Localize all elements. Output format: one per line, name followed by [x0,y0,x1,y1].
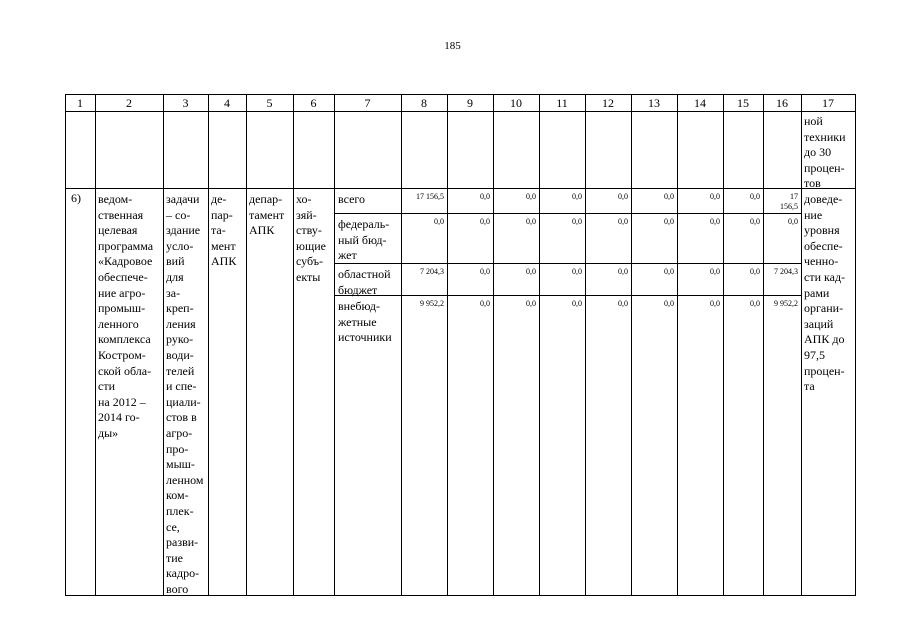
value-cell: 17 156,5 [416,192,444,201]
value-cell: 0,0 [572,299,582,308]
column-header: 1 [77,96,83,110]
column-header: 15 [737,96,749,110]
task-text: здание [166,223,201,238]
task-text: вого [166,582,189,596]
value-cell: 0,0 [750,192,760,201]
value-cell: 0,0 [710,192,720,201]
task-text: циали- [166,394,201,409]
task-text: води- [166,348,194,362]
column-header: 9 [467,96,473,110]
task-text: ленном [166,472,204,487]
participants-text: ству- [296,223,322,238]
target-text: сти кад- [804,270,846,284]
value-cell: 0,0 [618,192,628,201]
value-cell: 0,0 [664,217,674,226]
task-text: се, [166,519,180,534]
value-cell: 0,0 [572,192,582,201]
row-divider [65,188,856,189]
funding-source-label: областной [338,267,391,281]
column-border [631,94,632,596]
participants-text: зяй- [296,207,317,222]
funding-source-label: жет [338,248,357,263]
column-border [763,94,764,596]
value-cell: 0,0 [480,217,490,226]
column-border [401,94,402,596]
program-name-text: ды» [98,426,119,440]
column-border [163,94,164,596]
task-text: креп- [166,301,194,316]
value-cell: 0,0 [710,267,720,276]
value-cell: 0,0 [750,217,760,226]
value-cell: 0,0 [750,267,760,276]
value-cell: 0,0 [480,267,490,276]
funding-source-label: внебюд- [338,299,380,313]
value-cell: 0,0 [750,299,760,308]
column-border [293,94,294,596]
page-number: 185 [444,40,461,52]
column-header: 17 [822,96,834,110]
target-text: рами [804,285,830,300]
value-cell: 0,0 [618,267,628,276]
column-border [855,94,856,596]
task-text: для [166,270,184,284]
program-name-text: промыш- [98,301,146,316]
value-cell: 17 [790,192,798,201]
funding-source-label: источники [338,330,392,345]
task-text: мыш- [166,457,195,472]
participants-text: ющие [296,238,326,253]
program-name-text: программа [98,238,154,253]
sub-row-divider [334,295,802,296]
value-cell: 0,0 [664,299,674,308]
responsible-text: АПК [211,254,237,269]
value-cell: 156,5 [780,202,798,211]
col17-text: до 30 [804,145,832,159]
column-header: 5 [266,96,273,110]
program-name-text: ленного [98,316,139,331]
program-name-text: комплекса [98,332,151,347]
task-text: разви- [166,535,199,550]
column-border [539,94,540,596]
value-cell: 0,0 [618,217,628,226]
executor-text: АПК [249,223,275,238]
col17-text: ной [804,114,823,128]
value-cell: 0,0 [526,217,536,226]
task-text: за- [166,285,181,300]
value-cell: 9 952,2 [420,299,444,308]
col17-text: процен- [804,160,845,175]
column-header: 7 [364,96,371,110]
funding-source-label: федераль- [338,217,390,231]
task-text: ления [166,316,196,331]
program-name-text: на 2012 – [98,394,146,409]
column-border [801,94,802,596]
value-cell: 0,0 [572,267,582,276]
value-cell: 0,0 [480,299,490,308]
program-name-text: ние агро- [98,285,146,300]
task-text: агро- [166,426,193,440]
target-text: ние [804,207,823,222]
funding-source-label: бюджет [338,282,378,297]
column-header: 8 [421,96,427,110]
target-text: доведе- [804,192,843,206]
task-text: стов в [166,410,197,425]
value-cell: 0,0 [526,267,536,276]
task-text: и спе- [166,379,197,394]
value-cell: 0,0 [480,192,490,201]
program-name-text: целевая [98,223,138,238]
target-text: АПК до [804,332,845,347]
column-border [585,94,586,596]
executor-text: депар- [249,192,283,206]
responsible-text: мент [211,238,236,253]
column-header: 12 [602,96,614,110]
value-cell: 7 204,3 [420,267,444,276]
program-name-text: Костром- [98,348,146,362]
program-name-text: «Кадровое [98,254,153,269]
column-header: 2 [126,96,132,110]
column-border [493,94,494,596]
column-header: 11 [556,96,568,110]
participants-text: хо- [296,192,312,206]
program-name-text: сти [98,379,115,394]
target-text: процен- [804,363,845,378]
value-cell: 0,0 [710,217,720,226]
target-text: 97,5 [804,348,825,362]
target-text: заций [804,316,834,331]
target-text: уровня [804,223,840,238]
sub-row-divider [334,213,802,214]
task-text: усло- [166,238,194,253]
value-cell: 0,0 [572,217,582,226]
program-name-text: ственная [98,207,144,222]
task-text: вий [166,254,185,269]
column-border [208,94,209,596]
funding-source-label: ный бюд- [338,232,387,247]
responsible-text: де- [211,192,227,206]
target-text: органи- [804,301,844,316]
row-number: 6) [71,191,81,205]
col17-text: техники [804,129,846,144]
program-name-text: обеспече- [98,270,148,284]
column-border [447,94,448,596]
executor-text: тамент [249,207,285,222]
column-header: 14 [694,96,706,110]
target-text: ченно- [804,254,839,269]
column-header: 6 [310,96,317,110]
value-cell: 0,0 [526,192,536,201]
column-border [677,94,678,596]
column-border [334,94,335,596]
column-border [723,94,724,596]
target-text: та [804,379,815,394]
sub-row-divider [334,263,802,264]
responsible-text: пар- [211,207,233,222]
task-text: тие [166,550,183,565]
column-border [65,94,66,596]
participants-text: екты [296,270,321,284]
header-bottom-border [65,111,856,112]
value-cell: 0,0 [664,267,674,276]
value-cell: 0,0 [618,299,628,308]
program-name-text: ской обла- [98,363,152,378]
task-text: задачи [166,192,200,206]
value-cell: 0,0 [710,299,720,308]
task-text: руко- [166,332,194,347]
target-text: обеспе- [804,238,843,253]
responsible-text: та- [211,223,226,238]
value-cell: 0,0 [526,299,536,308]
task-text: про- [166,441,189,456]
participants-text: субъ- [296,254,324,269]
column-header: 3 [182,96,189,110]
column-border [246,94,247,596]
value-cell: 9 952,2 [774,299,798,308]
funding-source-label: жетные [338,314,377,329]
program-name-text: ведом- [98,192,133,206]
column-header: 13 [648,96,660,110]
value-cell: 0,0 [788,217,798,226]
column-header: 10 [510,96,522,110]
task-text: телей [166,363,195,378]
task-text: ком- [166,488,189,503]
task-text: – со- [166,207,191,222]
column-header: 4 [224,96,230,110]
program-name-text: 2014 го- [98,410,140,425]
task-text: кадро- [166,566,200,581]
column-border [95,94,96,596]
column-header: 16 [776,96,788,110]
funding-source-label: всего [338,192,366,206]
value-cell: 0,0 [664,192,674,201]
col17-text: тов [804,176,821,190]
value-cell: 7 204,3 [774,267,798,276]
task-text: плек- [166,504,194,518]
value-cell: 0,0 [434,217,444,226]
